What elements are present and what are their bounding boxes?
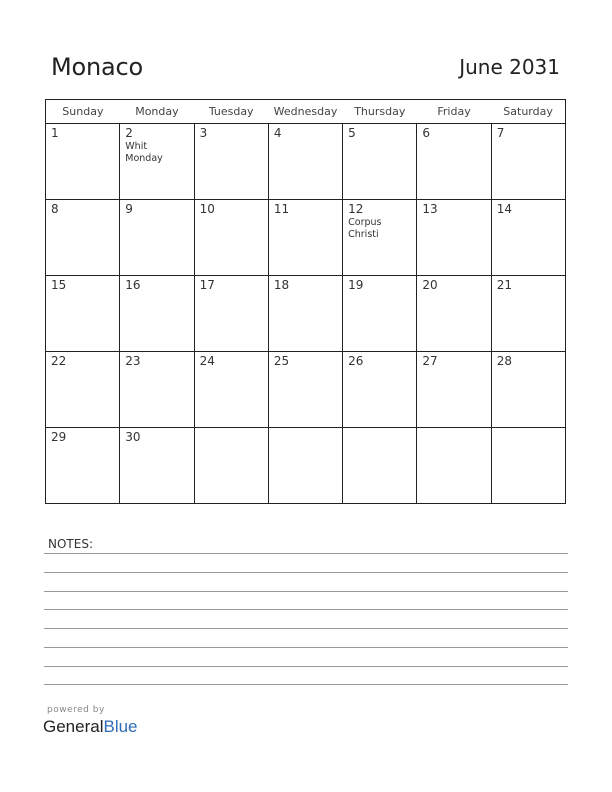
day-cell	[417, 428, 491, 504]
day-cell	[194, 352, 268, 428]
weekday-monday: Monday	[120, 100, 194, 124]
day-cell	[268, 276, 342, 352]
day-cell	[194, 124, 268, 200]
day-cell	[268, 428, 342, 504]
day-number: 27	[422, 354, 438, 368]
day-cell	[343, 124, 417, 200]
notes-label: NOTES:	[48, 537, 93, 551]
day-number: 15	[51, 278, 67, 292]
holiday-label: Whit Monday	[125, 141, 163, 164]
day-number: 13	[422, 202, 438, 216]
day-cell	[491, 124, 565, 200]
day-number: 8	[51, 202, 59, 216]
day-number: 7	[496, 126, 505, 140]
note-line	[44, 591, 568, 592]
note-line	[44, 553, 568, 554]
day-number: 4	[273, 126, 282, 140]
day-number: 23	[125, 354, 141, 368]
day-number: 20	[422, 278, 438, 292]
day-cell	[491, 428, 565, 504]
note-line	[44, 628, 568, 629]
day-number: 25	[273, 354, 290, 368]
powered-by-text: powered by	[47, 705, 105, 715]
note-line	[44, 666, 568, 667]
day-cell	[194, 276, 268, 352]
note-line	[44, 572, 568, 573]
week-row	[46, 200, 566, 276]
weekday-saturday: Saturday	[491, 100, 565, 124]
note-line	[44, 684, 568, 685]
week-row	[46, 276, 566, 352]
day-cell	[194, 200, 268, 276]
day-cell	[46, 200, 120, 276]
day-cell	[417, 276, 491, 352]
brand-logo	[43, 717, 138, 737]
day-number: 28	[496, 354, 512, 368]
day-cell	[268, 124, 342, 200]
day-number: 29	[51, 430, 67, 444]
day-number: 19	[348, 278, 364, 292]
day-cell	[417, 124, 491, 200]
weekday-header-row	[46, 100, 566, 124]
week-row	[46, 352, 566, 428]
day-number: 6	[422, 126, 431, 140]
holiday-label: Corpus Christi	[348, 217, 382, 240]
day-cell	[343, 200, 417, 276]
day-cell	[491, 276, 565, 352]
day-cell	[46, 428, 120, 504]
day-number: 18	[273, 278, 290, 292]
day-cell	[120, 352, 194, 428]
weekday-wednesday: Wednesday	[268, 100, 342, 124]
day-cell	[120, 200, 194, 276]
day-number: 10	[199, 202, 215, 216]
day-cell	[46, 276, 120, 352]
day-number: 30	[125, 430, 141, 444]
week-row	[46, 124, 566, 200]
day-number: 17	[199, 278, 215, 292]
weekday-friday: Friday	[417, 100, 491, 124]
calendar-grid	[45, 99, 566, 504]
day-number: 22	[51, 354, 67, 368]
day-number: 9	[125, 202, 133, 216]
day-cell	[46, 124, 120, 200]
day-number: 16	[125, 278, 141, 292]
day-number: 12	[348, 202, 364, 216]
day-cell	[491, 200, 565, 276]
day-number: 11	[273, 202, 290, 216]
brand-blue: Blue	[103, 717, 138, 736]
day-number: 2	[125, 126, 133, 140]
day-cell	[268, 352, 342, 428]
day-cell	[343, 428, 417, 504]
week-row	[46, 428, 566, 504]
weekday-thursday: Thursday	[343, 100, 417, 124]
brand-general: General	[43, 717, 104, 736]
day-cell	[194, 428, 268, 504]
day-cell	[268, 200, 342, 276]
day-number: 5	[348, 126, 356, 140]
month-year-title: June 2031	[459, 55, 560, 79]
weekday-sunday: Sunday	[46, 100, 120, 124]
day-cell	[417, 200, 491, 276]
day-number: 14	[496, 202, 512, 216]
day-cell	[343, 352, 417, 428]
day-cell	[491, 352, 565, 428]
note-line	[44, 647, 568, 648]
day-cell	[417, 352, 491, 428]
day-number: 1	[51, 126, 59, 140]
day-cell	[343, 276, 417, 352]
weekday-tuesday: Tuesday	[194, 100, 268, 124]
day-number: 24	[199, 354, 215, 368]
day-number: 3	[199, 126, 208, 140]
note-line	[44, 609, 568, 610]
country-title: Monaco	[51, 53, 143, 81]
day-cell	[120, 276, 194, 352]
day-number: 26	[348, 354, 364, 368]
day-number: 21	[496, 278, 512, 292]
day-cell	[120, 428, 194, 504]
day-cell	[120, 124, 194, 200]
day-cell	[46, 352, 120, 428]
